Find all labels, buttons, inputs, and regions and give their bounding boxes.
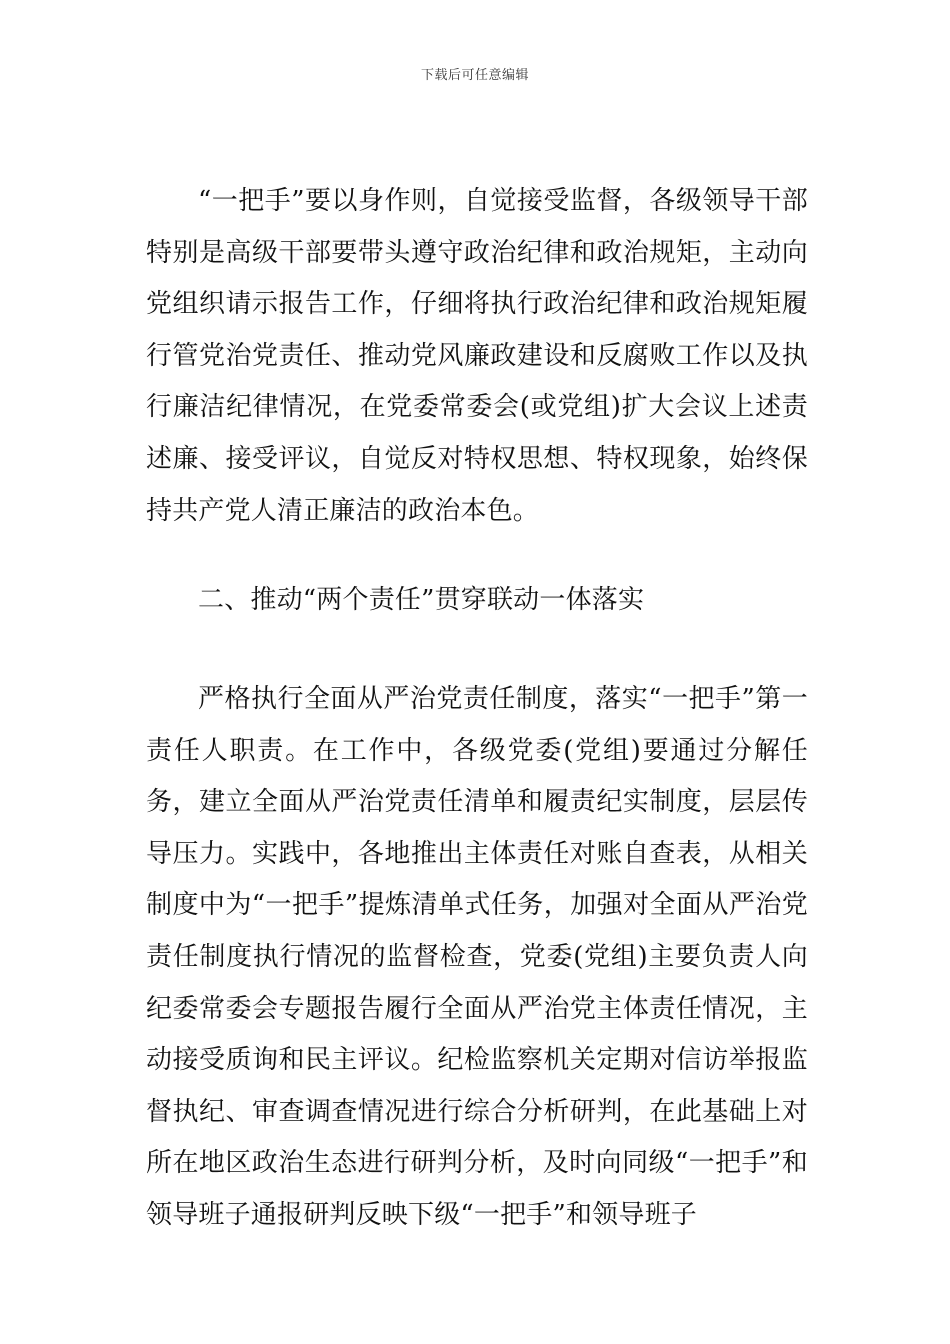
body-paragraph-2: 严格执行全面从严治党责任制度，落实“一把手”第一责任人职责。在工作中，各级党委(党组)要通过分解任务，建立全面从严治党责任清单和履责纪实制度，层层传导压力。实践中，各地推出主体责任对账自查表，从相关制度中为“一把手”提炼清单式任务，加强对全面从严治党责任制度执行情况的监督检查，党委(党组)主要负责人向纪委常委会专题报告履行全面从严治党主体责任情况，主动接受质询和民主评议。纪检监察机关定期对信访举报监督执纪、审查调查情况进行综合分析研判，在此基础上对所在地区政治生态进行研判分析，及时向同级“一把手”和领导班子通报研判反映下级“一把手”和领导班子 xyxy=(146,684,808,1230)
page-header-note: 下载后可任意编辑 xyxy=(420,68,529,83)
section-heading: 二、推动“两个责任”贯穿联动一体落实 xyxy=(198,585,645,615)
body-paragraph-1: “一把手”要以身作则，自觉接受监督，各级领导干部特别是高级干部要带头遵守政治纪律和政治规矩，主动向党组织请示报告工作，仔细将执行政治纪律和政治规矩履行管党治党责任、推动党风廉政建设和反腐败工作以及执行廉洁纪律情况，在党委常委会(或党组)扩大会议上述责述廉、接受评议，自觉反对特权思想、特权现象，始终保持共产党人清正廉洁的政治本色。 xyxy=(146,186,808,526)
